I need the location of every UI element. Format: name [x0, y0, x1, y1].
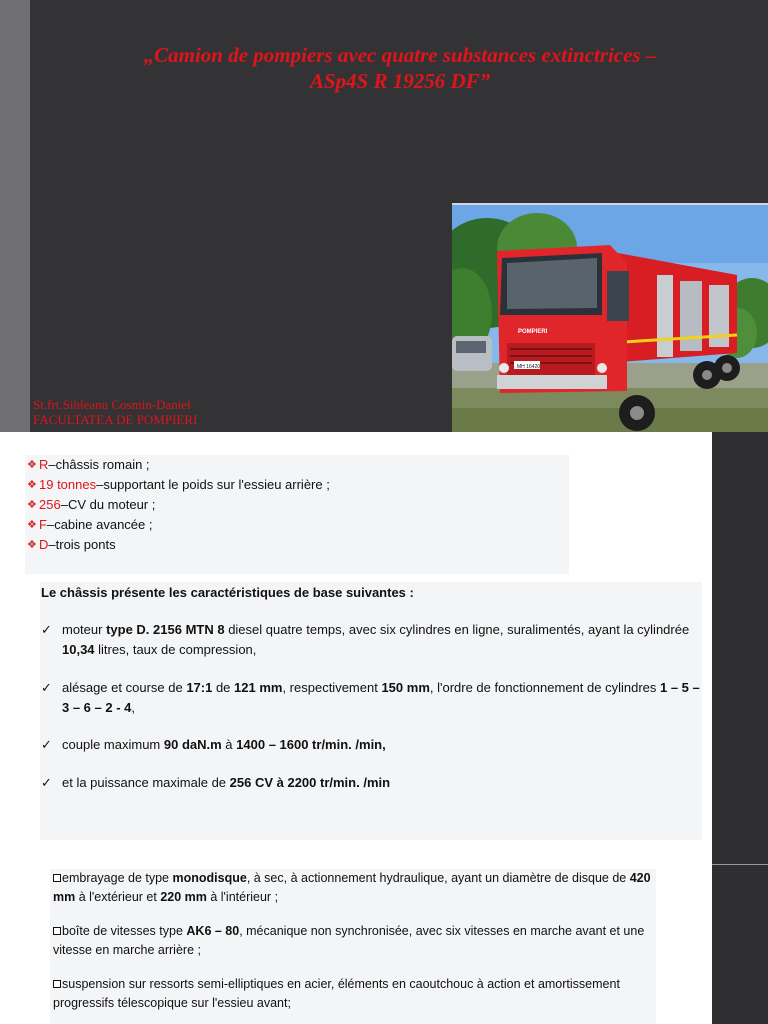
- code-desc: supportant le poids sur l'essieu arrière ;: [103, 477, 330, 492]
- spec-text-part: couple maximum: [62, 737, 164, 752]
- side-stripe: [0, 0, 30, 432]
- spec-text-part: et la puissance maximale de: [62, 775, 230, 790]
- trans-text-part: , à sec, à actionnement hydraulique, ayant un diamètre de disque de: [246, 871, 630, 885]
- right-dark-bar: [712, 432, 768, 1024]
- code-sep: –: [48, 457, 56, 472]
- code-item: [27, 455, 330, 475]
- spec-text-bold: 90 daN.m: [163, 737, 222, 752]
- trans-text-bold: 420 mm: [53, 871, 651, 904]
- title-slide: [0, 0, 768, 432]
- trans-text: [53, 922, 653, 960]
- code-sep: –: [60, 497, 68, 512]
- faculty-name: FACULTATEA DE POMPIERI: [33, 412, 198, 427]
- code-item: [27, 475, 330, 495]
- code-desc: cabine avancée ;: [54, 517, 153, 532]
- photo-top-border: [452, 203, 768, 205]
- spec-text-part: , l'ordre de fonctionnement de cylindres: [429, 680, 660, 695]
- spec-text-part: alésage et course de: [62, 680, 187, 695]
- spec-text-bold: 256 CV à 2200 tr/min. /min: [229, 775, 391, 790]
- spec-text-bold: 17:1: [186, 680, 213, 695]
- spec-text-part: ,: [131, 700, 136, 715]
- fire-truck-photo: [452, 203, 768, 432]
- codes-list: [27, 455, 330, 555]
- trans-text-bold: 220 mm: [160, 890, 207, 904]
- trans-text: [53, 975, 653, 1013]
- spec-text-bold: 150 mm: [381, 680, 430, 695]
- trans-text-part: embrayage de type: [62, 871, 173, 885]
- spec-text-part: , respectivement: [282, 680, 382, 695]
- spec-text: [62, 620, 702, 660]
- right-bar-divider: [712, 864, 768, 865]
- code-item: [27, 495, 330, 515]
- code-item: [27, 535, 330, 555]
- checkmark-icon: ✓: [41, 680, 52, 695]
- slide-title-line-2: ASp4S R 19256 DF”: [309, 69, 491, 93]
- checkmark-icon: ✓: [41, 775, 52, 790]
- author-block: [33, 397, 197, 427]
- trans-text-part: à l'intérieur ;: [206, 890, 279, 904]
- diamond-bullet-icon: ❖: [27, 479, 37, 491]
- spec-text-bold: 1400 – 1600 tr/min. /min,: [236, 737, 386, 752]
- content-slide: [0, 432, 768, 1024]
- code-sep: –: [46, 517, 55, 532]
- diamond-bullet-icon: ❖: [27, 519, 37, 531]
- spec-text-part: litres, taux de compression,: [94, 642, 257, 657]
- spec-text-part: moteur: [62, 622, 107, 637]
- code-key: F: [39, 517, 47, 532]
- code-desc: châssis romain ;: [55, 457, 150, 472]
- author-name: St.frt.Sihleanu Cosmin-Daniel: [33, 397, 191, 412]
- door-lettering: POMPIERI: [518, 329, 548, 335]
- trans-text-bold: monodisque: [172, 871, 247, 885]
- slide-title-line-1: „Camion de pompiers avec quatre substances extinctrices –: [143, 43, 657, 67]
- chassis-specs-panel: [40, 582, 702, 840]
- specs-heading: Le châssis présente les caractéristiques de base suivantes :: [41, 585, 414, 600]
- code-desc: trois ponts: [55, 537, 116, 552]
- code-sep: –: [48, 537, 56, 552]
- fire-truck-illustration: [452, 203, 768, 432]
- diamond-bullet-icon: ❖: [27, 539, 37, 551]
- spec-text-bold: 10,34: [62, 642, 95, 657]
- trans-text-part: boîte de vitesses type: [62, 924, 187, 938]
- code-desc: CV du moteur ;: [67, 497, 156, 512]
- code-item: [27, 515, 330, 535]
- spec-text-bold: type D. 2156 MTN 8: [106, 622, 225, 637]
- spec-text-part: à: [221, 737, 237, 752]
- spec-text-bold: 1 – 5 – 3 – 6 – 2 - 4: [62, 680, 700, 715]
- diamond-bullet-icon: ❖: [27, 459, 37, 471]
- code-key: 256: [39, 497, 61, 512]
- slide-title: [40, 42, 760, 94]
- license-plate-text: MH 16420: [517, 364, 541, 370]
- code-key: D: [39, 537, 49, 552]
- transmission-panel: [50, 869, 656, 1024]
- code-sep: –: [96, 477, 104, 492]
- spec-text-part: de: [212, 680, 235, 695]
- trans-text-part: suspension sur ressorts semi-elliptiques en acier, éléments en caoutchouc à action et amortissement progressifs télescopique sur l'essieu avant;: [53, 977, 620, 1010]
- checkmark-icon: ✓: [41, 622, 52, 637]
- code-key: R: [39, 457, 49, 472]
- spec-text-bold: 121 mm: [234, 680, 283, 695]
- trans-text-part: , mécanique non synchronisée, avec six vitesses en marche avant et une vitesse en marche arrière ;: [53, 924, 645, 957]
- spec-text: [62, 678, 702, 718]
- trans-text-part: à l'extérieur et: [75, 890, 161, 904]
- spec-text-part: diesel quatre temps, avec six cylindres en ligne, suralimentés, ayant la cylindrée: [224, 622, 690, 637]
- checkmark-icon: ✓: [41, 737, 52, 752]
- trans-text: [53, 869, 653, 907]
- trans-text-bold: AK6 – 80: [186, 924, 240, 938]
- code-key: 19 tonnes: [39, 477, 97, 492]
- spec-text: [62, 735, 702, 755]
- designation-codes-panel: [25, 455, 569, 574]
- diamond-bullet-icon: ❖: [27, 499, 37, 511]
- spec-text: [62, 773, 702, 793]
